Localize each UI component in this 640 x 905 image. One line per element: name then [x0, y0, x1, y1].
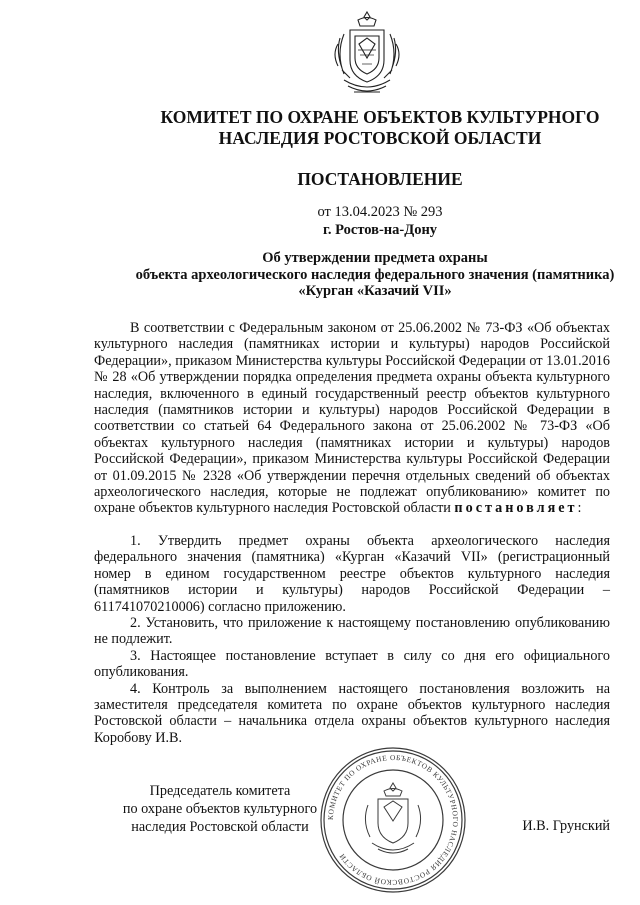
seal-emblem-icon: [365, 783, 420, 853]
signatory-title-line-2: по охране объектов культурного: [122, 801, 318, 817]
signatory-title: [90, 782, 350, 836]
document-type: ПОСТАНОВЛЕНИЕ: [297, 169, 463, 189]
preamble-paragraph: [94, 320, 610, 517]
item-1: 1. Утвердить предмет охраны объекта археологического наследия федерального значения (памятника) «Курган «Казачий VII» (регистрационный номер в едином государственном реестре объектов культурного наследия (памятников истории и культуры) народов Российской Федерации – 611741070210006) согласно приложению.: [94, 532, 610, 615]
date-number-line: от 13.04.2023 № 293: [317, 204, 443, 220]
coat-of-arms-icon: [328, 8, 406, 100]
org-line-2: НАСЛЕДИЯ РОСТОВСКОЙ ОБЛАСТИ: [218, 128, 542, 148]
item-3: 3. Настоящее постановление вступает в силу со дня его официального опубликования.: [94, 647, 610, 681]
signatory-title-line-1: Председатель комитета: [149, 783, 291, 799]
subject-line-3: «Курган «Казачий VII»: [298, 283, 452, 299]
document-subject: [80, 250, 640, 300]
city-line: г. Ростов-на-Дону: [322, 222, 438, 238]
signatory-title-line-3: наследия Ростовской области: [131, 819, 309, 835]
item-4: 4. Контроль за выполнением настоящего постановления возложить на заместителя председателя комитета по охране объектов культурного наследия Ростовской области – начальника отдела охраны объектов культурного наследия Коробову И.В.: [94, 680, 610, 746]
document-body: [94, 320, 610, 746]
signatory-name: И.В. Грунский: [522, 818, 610, 834]
org-line-1: КОМИТЕТ ПО ОХРАНЕ ОБЪЕКТОВ КУЛЬТУРНОГО: [160, 107, 600, 127]
seal-outer-text: КОМИТЕТ ПО ОХРАНЕ ОБЪЕКТОВ КУЛЬТУРНОГО НАСЛЕДИЯ РОСТОВСКОЙ ОБЛАСТИ: [325, 752, 461, 888]
decree-colon: :: [577, 500, 582, 517]
decree-word: постановляет: [454, 500, 578, 517]
subject-line-1: Об утверждении предмета охраны: [262, 250, 488, 266]
subject-line-2: объекта археологического наследия федерального значения (памятника): [135, 266, 615, 283]
preamble-text: В соответствии с Федеральным законом от 25.06.2002 № 73-ФЗ «Об объектах культурного наследия (памятниках истории и культуры) народов Российской Федерации», приказом Министерства культуры Российской Федерации от 13.01.2016 № 28 «Об утверждении порядка определения предмета охраны объекта культурного наследия, включенного в единый государственный реестр объектов культурного наследия (памятников истории и культуры) народов Российской Федерации в соответствии со статьей 64 Федерального закона от 25.06.2002 № 73-ФЗ «Об объектах культурного наследия (памятниках истории и культуры) народов Российской Федерации», приказом Министерства культуры Российской Федерации от 01.09.2015 № 2328 «Об утверждении перечня отдельных сведений об объектах археологического наследия, которые не подлежат опубликованию» комитет по охране объектов культурного наследия Ростовской области: [94, 320, 610, 517]
item-2: 2. Установить, что приложение к настоящему постановлению опубликованию не подлежит.: [94, 614, 610, 648]
organization-name: [150, 107, 610, 149]
